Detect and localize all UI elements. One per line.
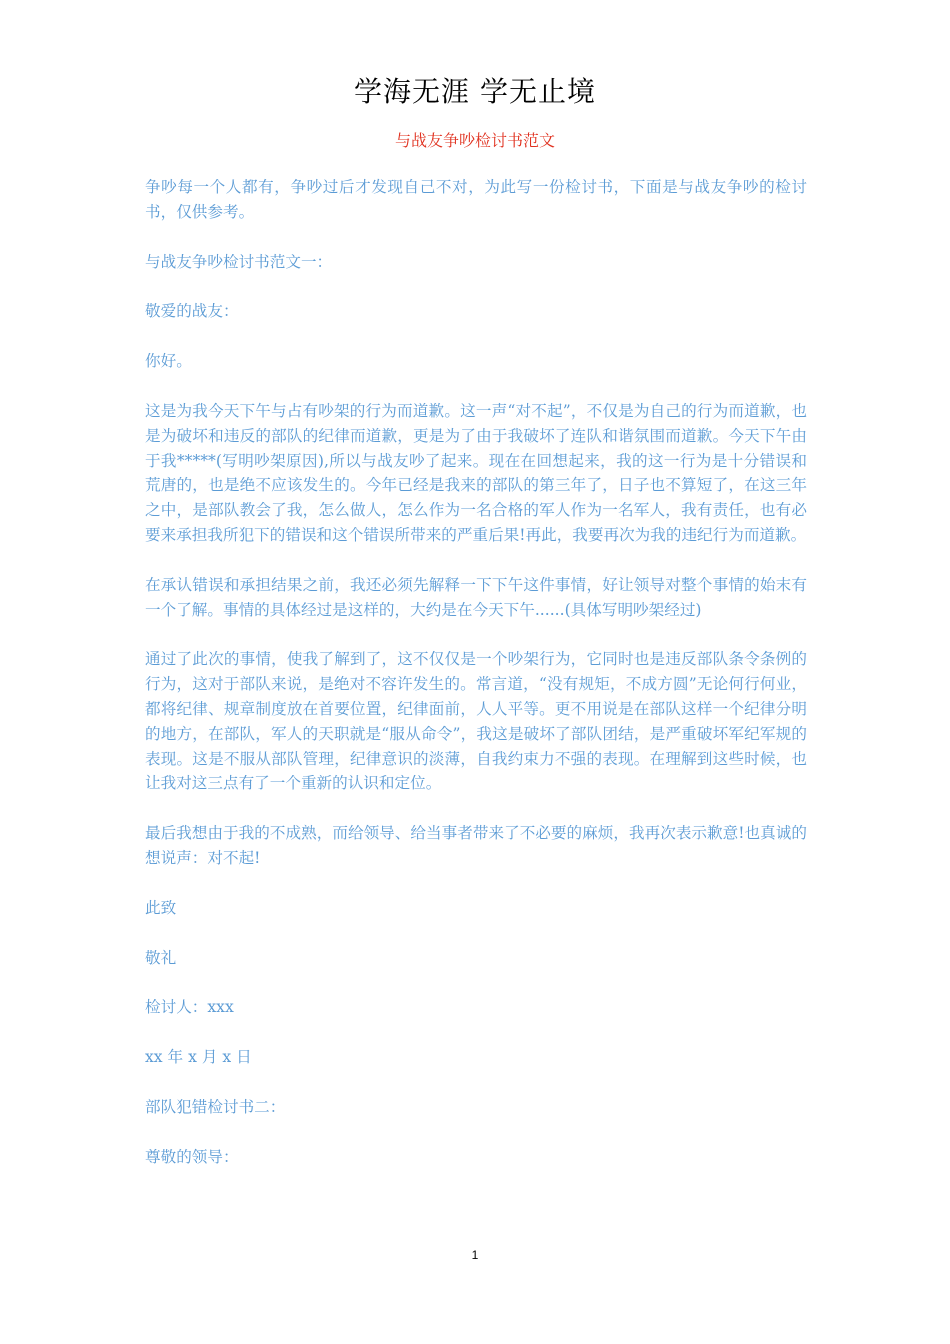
intro-paragraph: 争吵每一个人都有，争吵过后才发现自己不对，为此写一份检讨书，下面是与战友争吵的检讨书，仅供参考。 bbox=[145, 178, 807, 221]
section-heading-2: 部队犯错检讨书二： bbox=[145, 1097, 286, 1116]
closing-jing-li: 敬礼 bbox=[145, 948, 177, 967]
salutation: 敬爱的战友： bbox=[145, 302, 239, 321]
page-number: 1 bbox=[471, 1248, 479, 1262]
signature-line: 检讨人：xxx bbox=[145, 998, 234, 1017]
document-body bbox=[145, 175, 807, 1195]
greeting: 你好。 bbox=[145, 352, 192, 371]
body-paragraph-reflection: 通过了此次的事情，使我了解到了，这不仅仅是一个吵架行为，它同时也是违反部队条令条例的行为，这对于部队来说，是绝对不容许发生的。常言道，“没有规矩，不成方圆”无论何行何业，都将纪律、规章制度放在首要位置，纪律面前，人人平等。更不用说是在部队这样一个纪律分明的地方，在部队，军人的天职就是“服从命令”，我这是破坏了部队团结，是严重破坏军纪军规的表现。这是不服从部队管理，纪律意识的淡薄，自我约束力不强的表现。在理解到这些时候，也让我对这三点有了一个重新的认识和定位。 bbox=[145, 650, 807, 793]
document-title: 与战友争吵检讨书范文 bbox=[394, 131, 555, 150]
closing-ci-zhi: 此致 bbox=[145, 898, 177, 917]
date-line: xx 年 x 月 x 日 bbox=[145, 1048, 252, 1067]
body-paragraph-explanation: 在承认错误和承担结果之前，我还必须先解释一下下午这件事情，好让领导对整个事情的始末有一个了解。事情的具体经过是这样的，大约是在今天下午......(具体写明吵架经过) bbox=[145, 575, 807, 619]
page-header-motto: 学海无涯 学无止境 bbox=[354, 75, 596, 108]
salutation-2: 尊敬的领导： bbox=[145, 1147, 239, 1166]
body-paragraph-apology: 这是为我今天下午与占有吵架的行为而道歉。这一声“对不起”，不仅是为自己的行为而道歉，也是为破坏和违反的部队的纪律而道歉，更是为了由于我破坏了连队和谐氛围而道歉。今天下午由于我*****(写明吵架原因),所以与战友吵了起来。现在在回想起来，我的这一行为是十分错误和荒唐的，也是绝不应该发生的。今年已经是我来的部队的第三年了，日子也不算短了，在这三年之中，是部队教会了我，怎么做人，怎么作为一名合格的军人作为一名军人，我有责任，也有必要来承担我所犯下的错误和这个错误所带来的严重后果!再此，我要再次为我的违纪行为而道歉。 bbox=[145, 401, 807, 544]
body-paragraph-closing: 最后我想由于我的不成熟，而给领导、给当事者带来了不必要的麻烦，我再次表示歉意!也真诚的想说声：对不起! bbox=[145, 824, 807, 867]
section-heading-1: 与战友争吵检讨书范文一： bbox=[145, 252, 333, 271]
